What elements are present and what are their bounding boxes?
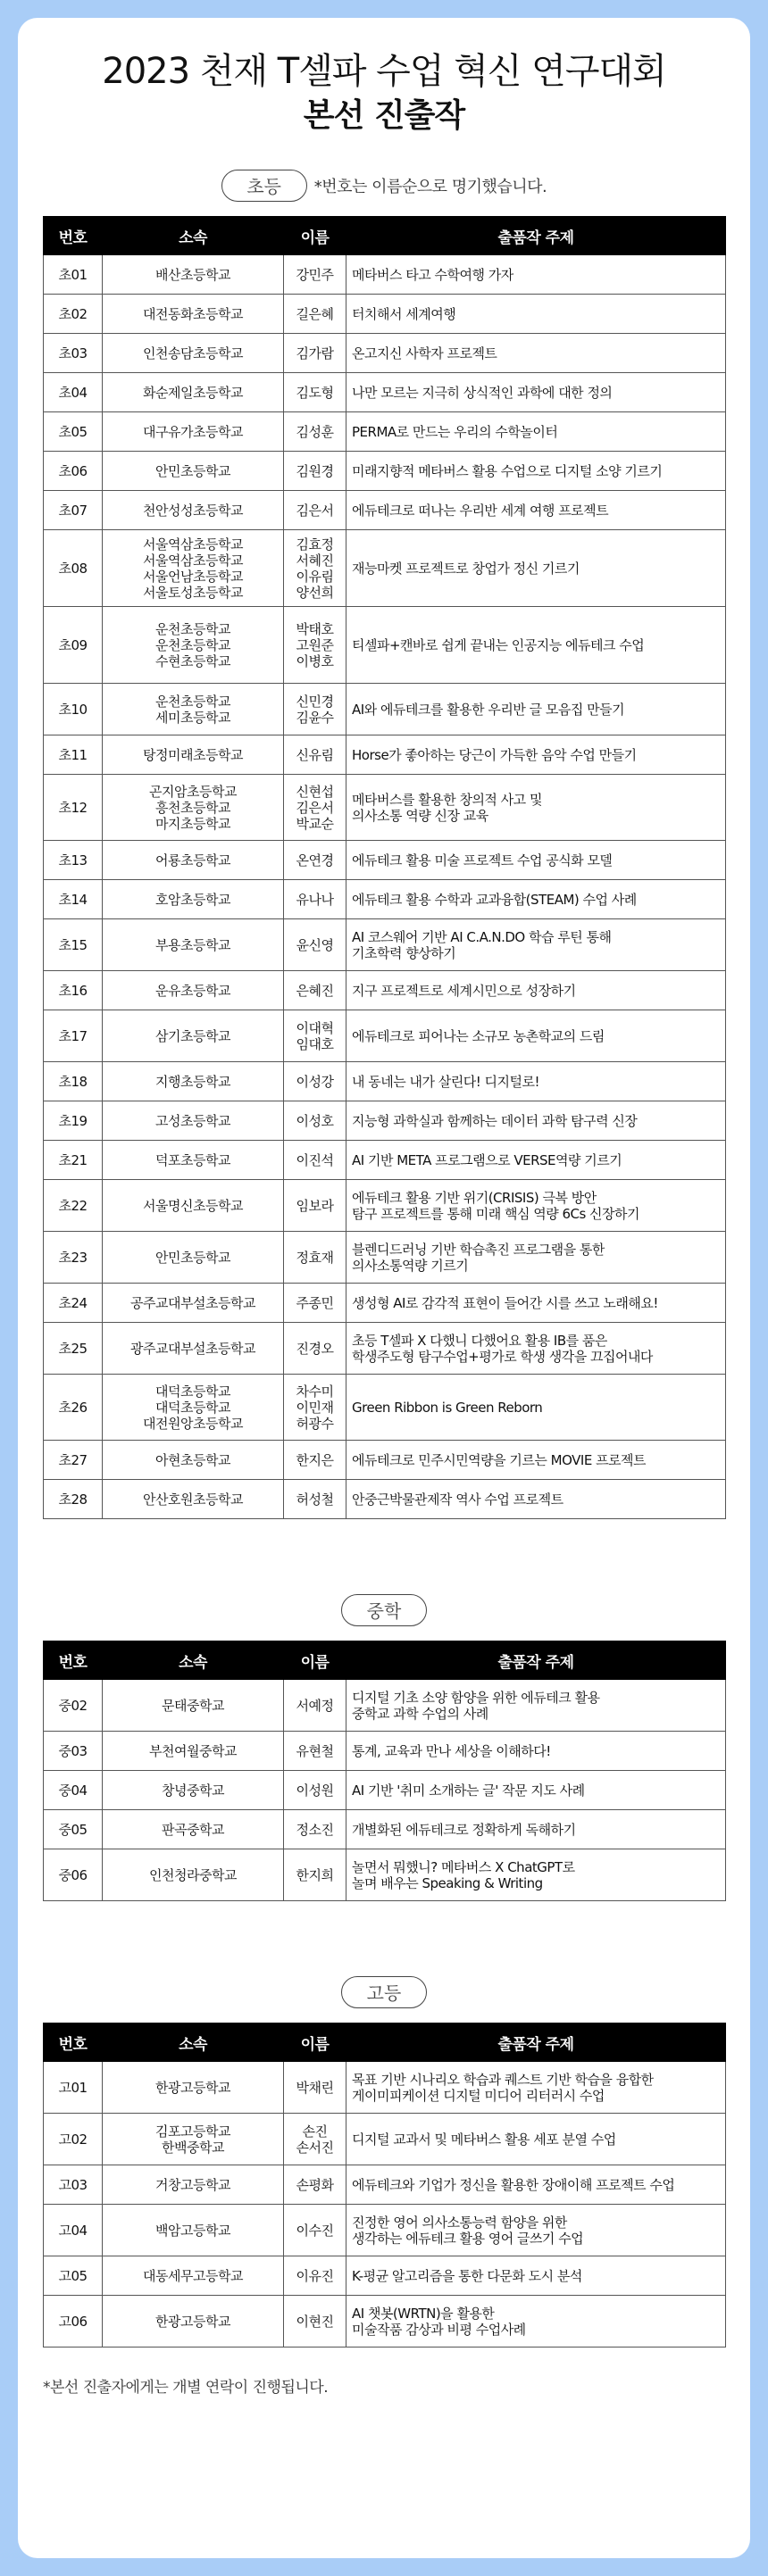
- table-row: [44, 530, 726, 607]
- cell-name: 한지은: [284, 1441, 346, 1480]
- cell-name: 이성호: [284, 1101, 346, 1141]
- cell-school: 문태중학교: [103, 1680, 284, 1732]
- cell-name: 이유진: [284, 2256, 346, 2296]
- cell-topic: 블렌디드러닝 기반 학습촉진 프로그램을 통한 의사소통역량 기르기: [346, 1232, 726, 1284]
- table-row: [44, 2062, 726, 2114]
- header-topic: 출품작 주제: [346, 2023, 726, 2062]
- header-school: 소속: [103, 2023, 284, 2062]
- cell-number: 고02: [44, 2114, 103, 2165]
- table-row: [44, 919, 726, 971]
- cell-number: 초11: [44, 735, 103, 775]
- cell-topic: 에듀테크로 피어나는 소규모 농촌학교의 드림: [346, 1010, 726, 1062]
- table-row: [44, 880, 726, 919]
- cell-topic: 에듀테크 활용 미술 프로젝트 수업 공식화 모델: [346, 841, 726, 880]
- cell-number: 초27: [44, 1441, 103, 1480]
- cell-topic: 메타버스를 활용한 창의적 사고 및 의사소통 역량 신장 교육: [346, 775, 726, 841]
- cell-number: 초13: [44, 841, 103, 880]
- table-row: [44, 684, 726, 735]
- cell-school: 광주교대부설초등학교: [103, 1323, 284, 1375]
- cell-school: 화순제일초등학교: [103, 373, 284, 412]
- cell-topic: K-평균 알고리즘을 통한 다문화 도시 분석: [346, 2256, 726, 2296]
- cell-name: 진경오: [284, 1323, 346, 1375]
- cell-school: 고성초등학교: [103, 1101, 284, 1141]
- table-header-row: [44, 217, 726, 255]
- section-header-middle: [43, 1589, 725, 1632]
- cell-topic: AI 기반 META 프로그램으로 VERSE역량 기르기: [346, 1141, 726, 1180]
- cell-school: 한광고등학교: [103, 2296, 284, 2347]
- cell-topic: 목표 기반 시나리오 학습과 퀘스트 기반 학습을 융합한 게이미피케이션 디지털 미디어 리터러시 수업: [346, 2062, 726, 2114]
- table-row: [44, 1232, 726, 1284]
- cell-number: 중03: [44, 1732, 103, 1771]
- header-school: 소속: [103, 1641, 284, 1680]
- table-row: [44, 1849, 726, 1901]
- cell-topic: AI 기반 '취미 소개하는 글' 작문 지도 사례: [346, 1771, 726, 1810]
- cell-number: 초01: [44, 255, 103, 295]
- cell-number: 초15: [44, 919, 103, 971]
- cell-number: 고04: [44, 2205, 103, 2256]
- cell-number: 초19: [44, 1101, 103, 1141]
- cell-school: 판곡중학교: [103, 1810, 284, 1849]
- cell-name: 길은혜: [284, 295, 346, 334]
- section-header-high: [43, 1971, 725, 2014]
- table-row: [44, 1180, 726, 1232]
- cell-topic: 에듀테크 활용 기반 위기(CRISIS) 극복 방안 탐구 프로젝트를 통해 미래 핵심 역량 6Cs 신장하기: [346, 1180, 726, 1232]
- table-row: [44, 1480, 726, 1519]
- cell-school: 곤지암초등학교 흥천초등학교 마지초등학교: [103, 775, 284, 841]
- cell-topic: 미래지향적 메타버스 활용 수업으로 디지털 소양 기르기: [346, 452, 726, 491]
- cell-name: 신현섭 김은서 박교순: [284, 775, 346, 841]
- cell-name: 박태호 고원준 이병호: [284, 607, 346, 684]
- section-label-middle: 중학: [341, 1594, 427, 1626]
- cell-number: 초05: [44, 412, 103, 452]
- cell-name: 신민경 김윤수: [284, 684, 346, 735]
- header-name: 이름: [284, 2023, 346, 2062]
- cell-topic: 터치해서 세계여행: [346, 295, 726, 334]
- cell-name: 이수진: [284, 2205, 346, 2256]
- table-header-row: [44, 2023, 726, 2062]
- cell-topic: 나만 모르는 지극히 상식적인 과학에 대한 정의: [346, 373, 726, 412]
- cell-school: 부천여월중학교: [103, 1732, 284, 1771]
- cell-topic: 초등 T셀파 X 다했니 다했어요 활용 IB를 품은 학생주도형 탐구수업+평가로 학생 생각을 끄집어내다: [346, 1323, 726, 1375]
- cell-number: 초21: [44, 1141, 103, 1180]
- cell-school: 탕정미래초등학교: [103, 735, 284, 775]
- table-high: [43, 2023, 726, 2347]
- cell-name: 김은서: [284, 491, 346, 530]
- cell-name: 손진 손서진: [284, 2114, 346, 2165]
- table-row: [44, 1375, 726, 1441]
- table-row: [44, 334, 726, 373]
- table-row: [44, 775, 726, 841]
- cell-name: 이현진: [284, 2296, 346, 2347]
- cell-topic: 에듀테크 활용 수학과 교과융합(STEAM) 수업 사례: [346, 880, 726, 919]
- cell-school: 백암고등학교: [103, 2205, 284, 2256]
- cell-topic: 티셀파+캔바로 쉽게 끝내는 인공지능 에듀테크 수업: [346, 607, 726, 684]
- cell-school: 대동세무고등학교: [103, 2256, 284, 2296]
- cell-number: 초25: [44, 1323, 103, 1375]
- header-topic: 출품작 주제: [346, 217, 726, 255]
- cell-topic: PERMA로 만드는 우리의 수학놀이터: [346, 412, 726, 452]
- cell-number: 고03: [44, 2165, 103, 2205]
- cell-school: 거창고등학교: [103, 2165, 284, 2205]
- header-name: 이름: [284, 217, 346, 255]
- cell-school: 부용초등학교: [103, 919, 284, 971]
- content-card: [18, 18, 750, 2558]
- table-row: [44, 295, 726, 334]
- cell-school: 공주교대부설초등학교: [103, 1284, 284, 1323]
- cell-number: 초03: [44, 334, 103, 373]
- cell-topic: AI 코스웨어 기반 AI C.A.N.DO 학습 루틴 통해 기초학력 향상하기: [346, 919, 726, 971]
- cell-school: 인천청라중학교: [103, 1849, 284, 1901]
- cell-number: 초23: [44, 1232, 103, 1284]
- cell-name: 이성원: [284, 1771, 346, 1810]
- cell-number: 고06: [44, 2296, 103, 2347]
- table-row: [44, 1010, 726, 1062]
- header-topic: 출품작 주제: [346, 1641, 726, 1680]
- table-row: [44, 1323, 726, 1375]
- cell-school: 천안성성초등학교: [103, 491, 284, 530]
- cell-number: 초24: [44, 1284, 103, 1323]
- table-elem: [43, 216, 726, 1519]
- cell-school: 김포고등학교 한백중학교: [103, 2114, 284, 2165]
- header-school: 소속: [103, 217, 284, 255]
- cell-name: 김성훈: [284, 412, 346, 452]
- cell-name: 온연경: [284, 841, 346, 880]
- table-row: [44, 607, 726, 684]
- section-label-elem: 초등: [221, 170, 307, 202]
- cell-school: 대전동화초등학교: [103, 295, 284, 334]
- table-row: [44, 1284, 726, 1323]
- cell-name: 임보라: [284, 1180, 346, 1232]
- header-no: 번호: [44, 1641, 103, 1680]
- cell-name: 한지희: [284, 1849, 346, 1901]
- cell-number: 초26: [44, 1375, 103, 1441]
- cell-name: 이대혁 임대호: [284, 1010, 346, 1062]
- cell-number: 초08: [44, 530, 103, 607]
- cell-school: 안산호원초등학교: [103, 1480, 284, 1519]
- table-row: [44, 1101, 726, 1141]
- table-row: [44, 1441, 726, 1480]
- cell-number: 초22: [44, 1180, 103, 1232]
- cell-name: 서예정: [284, 1680, 346, 1732]
- cell-number: 초02: [44, 295, 103, 334]
- cell-number: 초16: [44, 971, 103, 1010]
- cell-school: 삼기초등학교: [103, 1010, 284, 1062]
- cell-topic: 개별화된 에듀테크로 정확하게 독해하기: [346, 1810, 726, 1849]
- cell-number: 초10: [44, 684, 103, 735]
- cell-name: 박채린: [284, 2062, 346, 2114]
- cell-school: 창녕중학교: [103, 1771, 284, 1810]
- cell-school: 대구유가초등학교: [103, 412, 284, 452]
- cell-name: 차수미 이민재 허광수: [284, 1375, 346, 1441]
- table-row: [44, 1771, 726, 1810]
- cell-topic: 재능마켓 프로젝트로 창업가 정신 기르기: [346, 530, 726, 607]
- footer-note: *본선 진출자에게는 개별 연락이 진행됩니다.: [43, 2379, 329, 2397]
- cell-name: 윤신영: [284, 919, 346, 971]
- table-row: [44, 2205, 726, 2256]
- cell-topic: AI와 에듀테크를 활용한 우리반 글 모음집 만들기: [346, 684, 726, 735]
- table-row: [44, 971, 726, 1010]
- cell-number: 초14: [44, 880, 103, 919]
- cell-school: 호암초등학교: [103, 880, 284, 919]
- cell-topic: 에듀테크와 기업가 정신을 활용한 장애이해 프로젝트 수업: [346, 2165, 726, 2205]
- page-subtitle: 본선 진출작: [303, 97, 465, 134]
- cell-topic: 온고지신 사학자 프로젝트: [346, 334, 726, 373]
- cell-topic: 지능형 과학실과 함께하는 데이터 과학 탐구력 신장: [346, 1101, 726, 1141]
- cell-school: 운천초등학교 세미초등학교: [103, 684, 284, 735]
- cell-name: 주종민: [284, 1284, 346, 1323]
- cell-topic: 진정한 영어 의사소통능력 함양을 위한 생각하는 에듀테크 활용 영어 글쓰기 수업: [346, 2205, 726, 2256]
- cell-name: 강민주: [284, 255, 346, 295]
- table-row: [44, 452, 726, 491]
- section-header-elem: [43, 164, 725, 207]
- cell-topic: 에듀테크로 민주시민역량을 기르는 MOVIE 프로젝트: [346, 1441, 726, 1480]
- cell-school: 운유초등학교: [103, 971, 284, 1010]
- cell-name: 신유림: [284, 735, 346, 775]
- cell-number: 초06: [44, 452, 103, 491]
- cell-topic: 디지털 교과서 및 메타버스 활용 세포 분열 수업: [346, 2114, 726, 2165]
- cell-name: 김효정 서혜진 이유림 양선희: [284, 530, 346, 607]
- cell-number: 초18: [44, 1062, 103, 1101]
- cell-name: 이진석: [284, 1141, 346, 1180]
- table-row: [44, 2114, 726, 2165]
- cell-name: 김원경: [284, 452, 346, 491]
- cell-name: 유나나: [284, 880, 346, 919]
- cell-name: 김도형: [284, 373, 346, 412]
- table-row: [44, 735, 726, 775]
- table-row: [44, 2296, 726, 2347]
- cell-topic: 안중근박물관제작 역사 수업 프로젝트: [346, 1480, 726, 1519]
- cell-topic: 놀면서 뭐했니? 메타버스 X ChatGPT로 놀며 배우는 Speaking & Writing: [346, 1849, 726, 1901]
- cell-school: 덕포초등학교: [103, 1141, 284, 1180]
- table-row: [44, 1680, 726, 1732]
- cell-topic: 디지털 기초 소양 함양을 위한 에듀테크 활용 중학교 과학 수업의 사례: [346, 1680, 726, 1732]
- table-row: [44, 1062, 726, 1101]
- cell-number: 초09: [44, 607, 103, 684]
- cell-topic: AI 챗봇(WRTN)을 활용한 미술작품 감상과 비평 수업사례: [346, 2296, 726, 2347]
- cell-topic: 메타버스 타고 수학여행 가자: [346, 255, 726, 295]
- cell-name: 유현철: [284, 1732, 346, 1771]
- table-row: [44, 491, 726, 530]
- table-row: [44, 2165, 726, 2205]
- cell-number: 중02: [44, 1680, 103, 1732]
- cell-number: 고05: [44, 2256, 103, 2296]
- table-row: [44, 841, 726, 880]
- table-row: [44, 1810, 726, 1849]
- cell-school: 지행초등학교: [103, 1062, 284, 1101]
- table-row: [44, 255, 726, 295]
- cell-name: 김가람: [284, 334, 346, 373]
- header-name: 이름: [284, 1641, 346, 1680]
- table-header-row: [44, 1641, 726, 1680]
- cell-number: 초04: [44, 373, 103, 412]
- table-row: [44, 2256, 726, 2296]
- cell-name: 손평화: [284, 2165, 346, 2205]
- cell-number: 중05: [44, 1810, 103, 1849]
- cell-name: 정소진: [284, 1810, 346, 1849]
- cell-school: 아현초등학교: [103, 1441, 284, 1480]
- cell-number: 고01: [44, 2062, 103, 2114]
- cell-topic: 통계, 교육과 만나 세상을 이해하다!: [346, 1732, 726, 1771]
- cell-school: 운천초등학교 운천초등학교 수현초등학교: [103, 607, 284, 684]
- cell-number: 초17: [44, 1010, 103, 1062]
- page-title: 2023 천재 T셀파 수업 혁신 연구대회: [102, 51, 666, 92]
- cell-name: 정효재: [284, 1232, 346, 1284]
- cell-school: 한광고등학교: [103, 2062, 284, 2114]
- cell-school: 배산초등학교: [103, 255, 284, 295]
- table-middle: [43, 1641, 726, 1901]
- cell-number: 초28: [44, 1480, 103, 1519]
- cell-school: 안민초등학교: [103, 452, 284, 491]
- cell-number: 초12: [44, 775, 103, 841]
- cell-topic: 지구 프로젝트로 세계시민으로 성장하기: [346, 971, 726, 1010]
- table-row: [44, 1141, 726, 1180]
- cell-name: 은혜진: [284, 971, 346, 1010]
- cell-topic: 에듀테크로 떠나는 우리반 세계 여행 프로젝트: [346, 491, 726, 530]
- cell-topic: Green Ribbon is Green Reborn: [346, 1375, 726, 1441]
- cell-school: 대덕초등학교 대덕초등학교 대전원앙초등학교: [103, 1375, 284, 1441]
- cell-topic: 생성형 AI로 감각적 표현이 들어간 시를 쓰고 노래해요!: [346, 1284, 726, 1323]
- cell-school: 서울역삼초등학교 서울역삼초등학교 서울언남초등학교 서울토성초등학교: [103, 530, 284, 607]
- table-row: [44, 373, 726, 412]
- header-no: 번호: [44, 2023, 103, 2062]
- section-label-high: 고등: [341, 1976, 427, 2008]
- cell-topic: Horse가 좋아하는 당근이 가득한 음악 수업 만들기: [346, 735, 726, 775]
- table-row: [44, 412, 726, 452]
- ordering-note: *번호는 이름순으로 명기했습니다.: [313, 178, 547, 196]
- cell-name: 이성강: [284, 1062, 346, 1101]
- cell-number: 초07: [44, 491, 103, 530]
- cell-school: 어룡초등학교: [103, 841, 284, 880]
- cell-school: 서울명신초등학교: [103, 1180, 284, 1232]
- cell-name: 허성철: [284, 1480, 346, 1519]
- table-row: [44, 1732, 726, 1771]
- cell-number: 중04: [44, 1771, 103, 1810]
- cell-school: 인천송담초등학교: [103, 334, 284, 373]
- cell-topic: 내 동네는 내가 살린다! 디지털로!: [346, 1062, 726, 1101]
- cell-number: 중06: [44, 1849, 103, 1901]
- cell-school: 안민초등학교: [103, 1232, 284, 1284]
- header-no: 번호: [44, 217, 103, 255]
